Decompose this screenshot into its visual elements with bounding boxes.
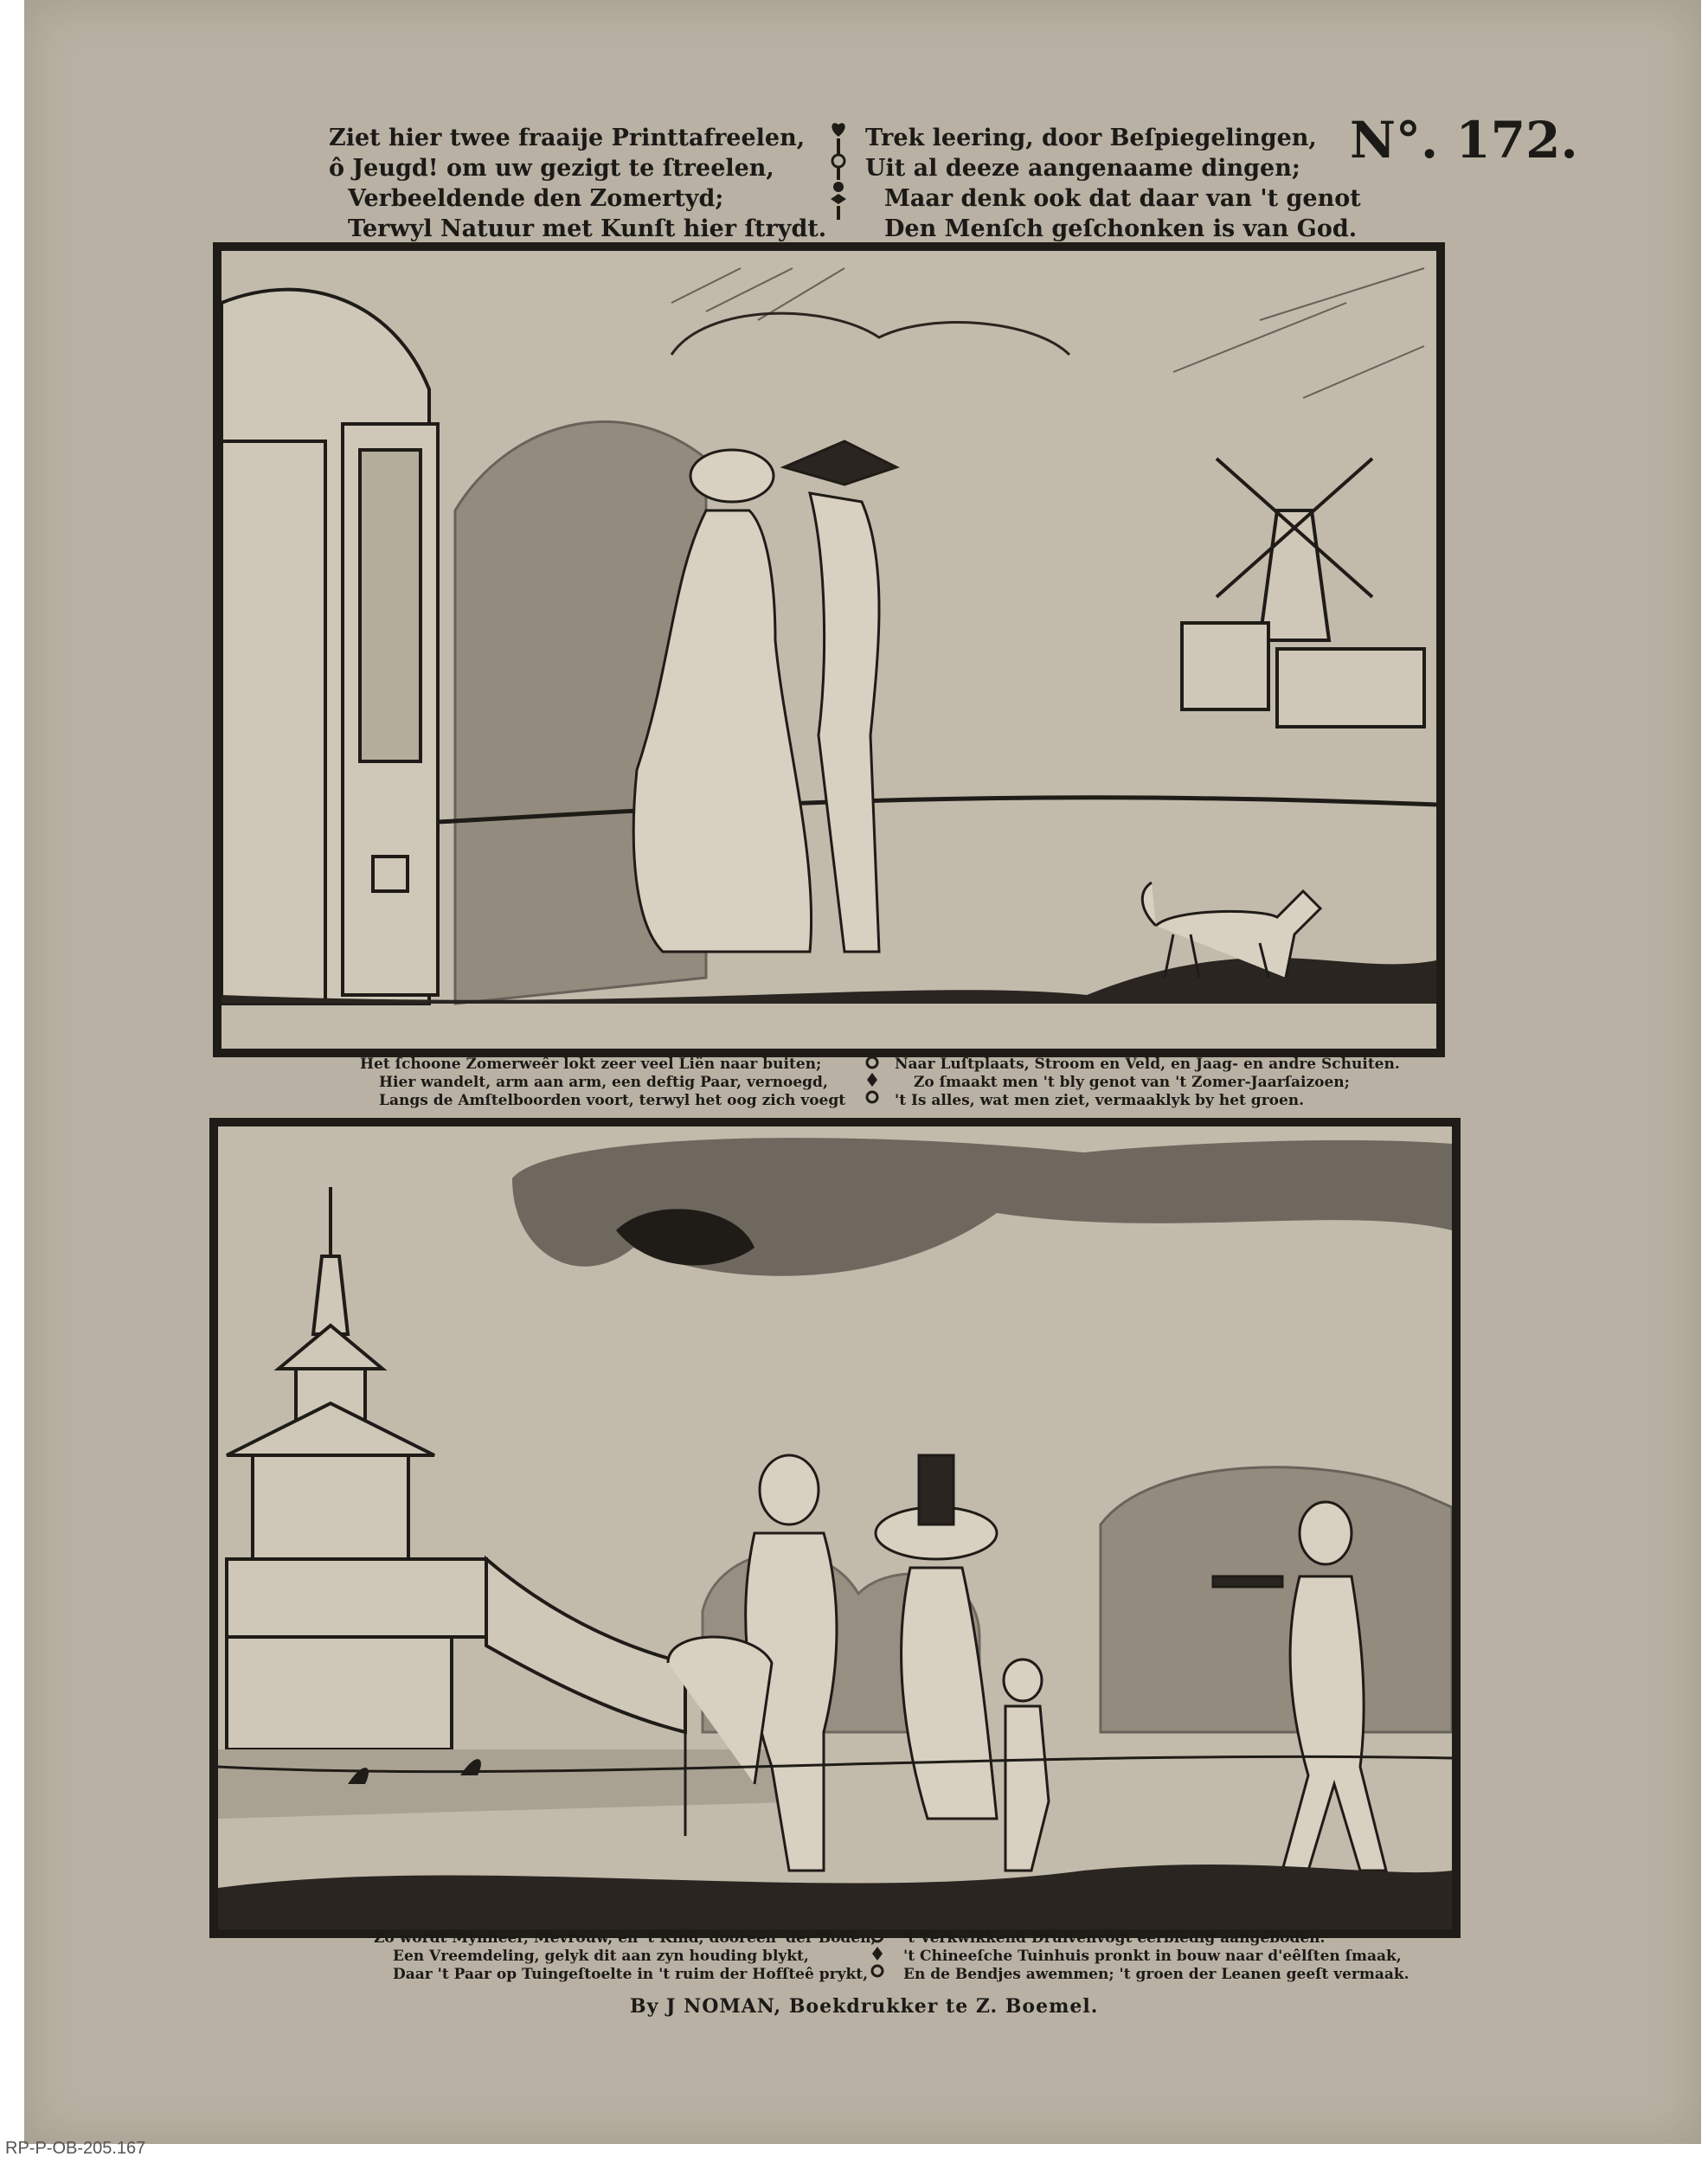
caption-line: Zo ſmaakt men 't bly genot van 't Zomer-Jaarſaizoen; (914, 1074, 1350, 1091)
verse-line: Verbeeldende den Zomertyd; (348, 185, 724, 212)
summer-walk-illustration (222, 251, 1436, 1049)
fleuron-ornament-top (825, 121, 851, 225)
caption-line: Het ſchoone Zomerweêr lokt zeer veel Liën naar buiten; (360, 1056, 822, 1073)
printer-imprint: By J NOMAN, Boekdrukker te Z. Boemel. (630, 1995, 1099, 2018)
caption-top-left (360, 1056, 845, 1110)
verse-line: Uit al deeze aangenaame dingen; (865, 155, 1300, 182)
garden-refreshment-illustration (218, 1126, 1452, 1929)
caption-line: Langs de Amſtelboorden voort, terwyl het oog zich voegt (379, 1092, 846, 1109)
inventory-mark: RP-P-OB-205.167 (5, 2139, 146, 2158)
caption-line: Zo wordt Mynheer, Mevrouw, en 't Kind, dooreen' der Boden, (374, 1929, 876, 1947)
fleuron-ornament-caption-top (864, 1054, 881, 1106)
caption-line: 't Chineeſche Tuinhuis pronkt in bouw naar d'eêlſten ſmaak, (903, 1948, 1402, 1965)
caption-bottom-right (903, 1929, 1409, 1984)
verse-line: Trek leering, door Beſpiegelingen, (865, 125, 1317, 151)
fleuron-ornament-caption-bottom (869, 1928, 886, 1980)
caption-line: Een Vreemdeling, gelyk dit aan zyn houding blykt, (393, 1948, 809, 1965)
caption-line: En de Bendjes awemmen; 't groen der Leanen geeſt vermaak. (903, 1966, 1409, 1983)
caption-bottom-left (374, 1929, 876, 1984)
caption-line: Hier wandelt, arm aan arm, een deftig Paar, vernoegd, (379, 1074, 828, 1091)
caption-top-right (895, 1056, 1400, 1110)
verse-line: Den Menſch geſchonken is van God. (884, 215, 1358, 242)
caption-line: Naar Luſtplaats, Stroom en Veld, en Jaag- en andre Schuiten. (895, 1056, 1400, 1073)
verse-line: Maar denk ook dat daar van 't genot (884, 185, 1361, 212)
sheet-number: N°. 172. (1350, 111, 1578, 170)
woodcut-summer-walk (213, 242, 1445, 1057)
caption-line: Daar 't Paar op Tuingeſtoelte in 't ruim der Hofſteê prykt, (393, 1966, 869, 1983)
top-verse-right (865, 123, 1361, 244)
caption-line: 't Verkwikkend Druivenvogt eerbiedig aangeboden. (903, 1929, 1326, 1947)
verse-line: Terwyl Natuur met Kunſt hier ſtrydt. (348, 215, 827, 242)
woodcut-garden-refreshment (209, 1118, 1461, 1938)
verse-line: Ziet hier twee fraaije Printtafreelen, (329, 125, 806, 151)
caption-line: 't Is alles, wat men ziet, vermaaklyk by het groen. (895, 1092, 1305, 1109)
paper-sheet (24, 0, 1701, 2144)
top-verse-left (329, 123, 826, 244)
verse-line: ô Jeugd! om uw gezigt te ſtreelen, (329, 155, 774, 182)
